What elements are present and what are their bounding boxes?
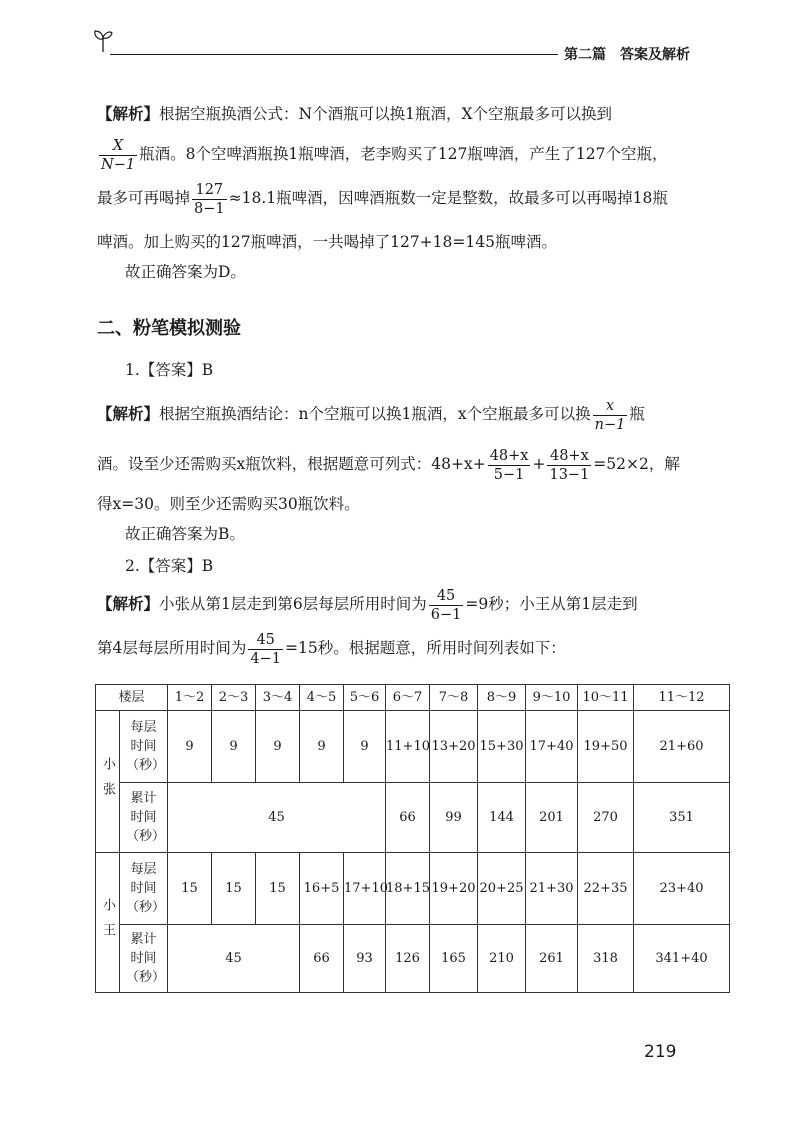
block1-text2: 瓶酒。8个空啤酒瓶换1瓶啤酒，老李购买了127瓶啤酒，产生了127个空瓶， bbox=[139, 145, 668, 163]
analysis-label: 【解析】 bbox=[97, 405, 160, 423]
table-cell: 18+15 bbox=[386, 853, 430, 925]
table-cell: 144 bbox=[478, 783, 526, 853]
table-cell: 21+60 bbox=[634, 711, 730, 783]
wang-per-row bbox=[96, 853, 730, 925]
column-header: 8～9 bbox=[478, 685, 526, 711]
q1-conclusion: 故正确答案为B。 bbox=[125, 525, 245, 543]
analysis-label: 【解析】 bbox=[97, 105, 160, 123]
table-cell: 9 bbox=[168, 711, 212, 783]
fraction-127-over-8-1: $\frac{127}{8-1}$ bbox=[194, 181, 225, 217]
table-cell: 165 bbox=[430, 925, 478, 993]
row-label: 每层时间（秒） bbox=[120, 711, 168, 783]
table-cell: 99 bbox=[430, 783, 478, 853]
q2-line1: 【解析】小张从第1层走到第6层每层所用时间为 $\frac{45}{6-1}$ =9秒；小王从第1层走到 bbox=[97, 587, 638, 623]
table-cell: 270 bbox=[578, 783, 634, 853]
fraction-x-over-n-1-small: $\frac{x}{n-1}$ bbox=[594, 397, 626, 433]
q2-answer: 2.【答案】B bbox=[125, 557, 214, 575]
table-cell: 66 bbox=[386, 783, 430, 853]
row-label: 累计时间（秒） bbox=[120, 783, 168, 853]
wang-cum-row bbox=[96, 925, 730, 993]
table-cell: 17+10 bbox=[344, 853, 386, 925]
table-cell: 9 bbox=[256, 711, 300, 783]
table-cell: 93 bbox=[344, 925, 386, 993]
column-header: 3～4 bbox=[256, 685, 300, 711]
table-cell: 9 bbox=[300, 711, 344, 783]
table-cell: 66 bbox=[300, 925, 344, 993]
column-header: 11～12 bbox=[634, 685, 730, 711]
table-cell: 201 bbox=[526, 783, 578, 853]
column-header: 6～7 bbox=[386, 685, 430, 711]
table-cell: 13+20 bbox=[430, 711, 478, 783]
q2-line2: 第4层每层所用时间为 $\frac{45}{4-1}$ =15秒。根据题意，所用时间列表如下： bbox=[97, 631, 566, 667]
table-cell: 210 bbox=[478, 925, 526, 993]
table-cell: 11+10 bbox=[386, 711, 430, 783]
column-header: 10～11 bbox=[578, 685, 634, 711]
table-cell: 341+40 bbox=[634, 925, 730, 993]
q1-line2: 酒。设至少还需购买x瓶饮料，根据题意可列式：48+x+ $\frac{48+x}{5-1}$ + $\frac{48+x}{13-1}$ =52×2，解 bbox=[97, 447, 680, 483]
table-cell: 15+30 bbox=[478, 711, 526, 783]
block1-line3: 最多可再喝掉 $\frac{127}{8-1}$ ≈18.1瓶啤酒，因啤酒瓶数一定是整数，故最多可以再喝掉18瓶 bbox=[97, 181, 668, 217]
block1-line1 bbox=[97, 104, 612, 124]
person-zhang: 小张 bbox=[96, 711, 120, 853]
column-header: 2～3 bbox=[212, 685, 256, 711]
row-label: 每层时间（秒） bbox=[120, 853, 168, 925]
table-cell: 21+30 bbox=[526, 853, 578, 925]
block1-line2 bbox=[97, 132, 667, 176]
floor-header: 楼层 bbox=[96, 685, 168, 711]
table-cell: 351 bbox=[634, 783, 730, 853]
table-cell: 19+20 bbox=[430, 853, 478, 925]
table-cell: 9 bbox=[344, 711, 386, 783]
table-cell: 22+35 bbox=[578, 853, 634, 925]
table-cell: 23+40 bbox=[634, 853, 730, 925]
fraction-45-over-6-1: $\frac{45}{6-1}$ bbox=[430, 587, 462, 623]
q1-answer: 1.【答案】B bbox=[125, 361, 214, 379]
analysis-label: 【解析】 bbox=[97, 595, 160, 613]
table-cell: 318 bbox=[578, 925, 634, 993]
table-cell: 15 bbox=[212, 853, 256, 925]
table-cell: 126 bbox=[386, 925, 430, 993]
fraction-x-over-n-1: $\frac{X}{N-1}$ bbox=[101, 137, 136, 173]
table-header-row bbox=[96, 685, 730, 711]
header-section-title: 第二篇 答案及解析 bbox=[558, 44, 690, 64]
row-label: 累计时间（秒） bbox=[120, 925, 168, 993]
column-header: 4～5 bbox=[300, 685, 344, 711]
table-cell: 17+40 bbox=[526, 711, 578, 783]
table-cell-merged: 45 bbox=[168, 783, 386, 853]
fraction-48x-over-13-1: $\frac{48+x}{13-1}$ bbox=[549, 447, 590, 483]
table-cell: 15 bbox=[256, 853, 300, 925]
table-cell-merged: 45 bbox=[168, 925, 300, 993]
fraction-45-over-4-1: $\frac{45}{4-1}$ bbox=[250, 631, 281, 667]
column-header: 1～2 bbox=[168, 685, 212, 711]
column-header: 9～10 bbox=[526, 685, 578, 711]
zhang-per-row bbox=[96, 711, 730, 783]
q1-line3: 得x=30。则至少还需购买30瓶饮料。 bbox=[97, 495, 360, 513]
time-table bbox=[95, 684, 730, 993]
column-header: 7～8 bbox=[430, 685, 478, 711]
section-title: 二、粉笔模拟测验 bbox=[97, 318, 241, 339]
person-wang: 小王 bbox=[96, 853, 120, 993]
table-cell: 20+25 bbox=[478, 853, 526, 925]
block1-text1: 根据空瓶换酒公式：N个酒瓶可以换1瓶酒，X个空瓶最多可以换到 bbox=[159, 105, 612, 123]
table-cell: 19+50 bbox=[578, 711, 634, 783]
block1-conclusion: 故正确答案为D。 bbox=[125, 263, 246, 281]
table-cell: 15 bbox=[168, 853, 212, 925]
zhang-cum-row bbox=[96, 783, 730, 853]
column-header: 5～6 bbox=[344, 685, 386, 711]
page-number: 219 bbox=[644, 1042, 677, 1062]
block1-line4: 啤酒。加上购买的127瓶啤酒，一共喝掉了127+18=145瓶啤酒。 bbox=[97, 233, 557, 251]
table-cell: 16+5 bbox=[300, 853, 344, 925]
table-cell: 9 bbox=[212, 711, 256, 783]
table-cell: 261 bbox=[526, 925, 578, 993]
q1-line1: 【解析】根据空瓶换酒结论：n个空瓶可以换1瓶酒，x个空瓶最多可以换 $\frac{x}{n-1}$ 瓶 bbox=[97, 397, 645, 433]
fraction-48x-over-5-1: $\frac{48+x}{5-1}$ bbox=[489, 447, 529, 483]
